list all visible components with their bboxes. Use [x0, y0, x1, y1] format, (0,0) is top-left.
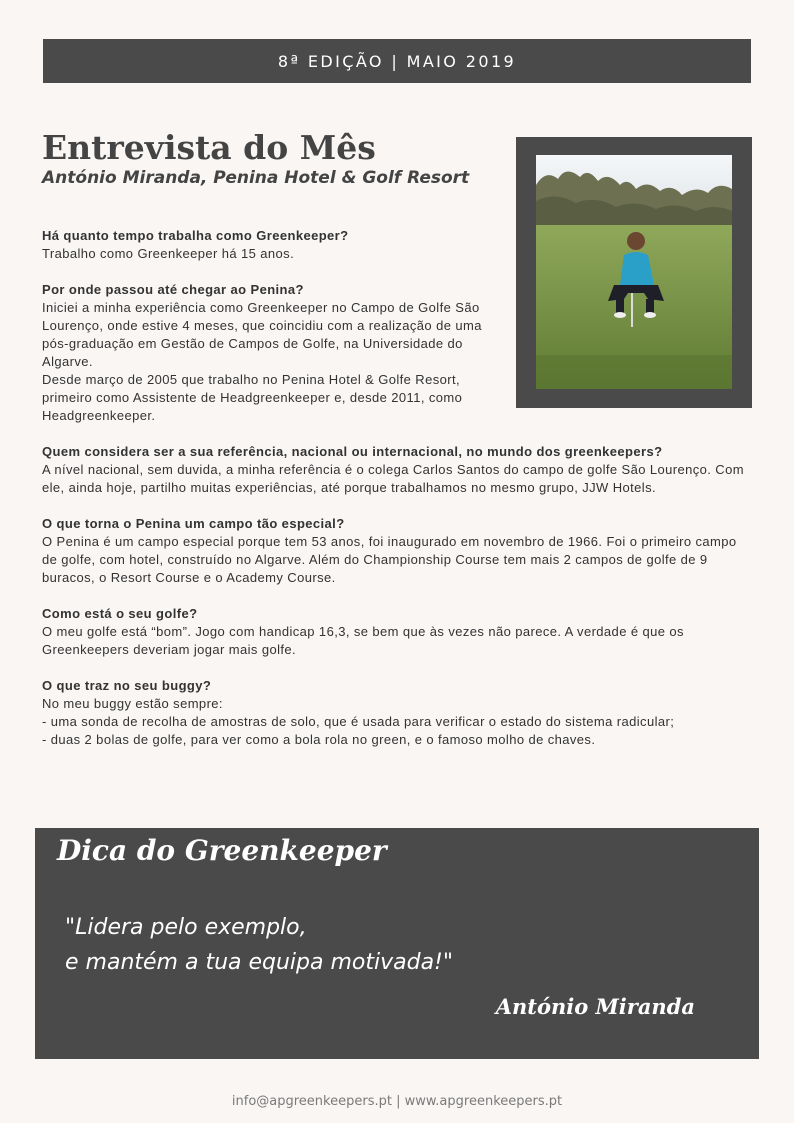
interview-title: Entrevista do Mês	[42, 128, 376, 167]
question: Há quanto tempo trabalha como Greenkeeper?	[42, 228, 349, 243]
answer: - uma sonda de recolha de amostras de solo, que é usada para verificar o estado do sistema radicular;	[42, 714, 675, 729]
answer: O Penina é um campo especial porque tem 53 anos, foi inaugurado em novembro de 1966. Foi o primeiro campo de golfe, com hotel, construído no Algarve. Além do Championship Course tem mais 2 campos de golfe de 9 buracos, o Resort Course e o Academy Course.	[42, 534, 737, 585]
tip-quote-line: e mantém a tua equipa motivada!"	[65, 950, 453, 975]
answer: Desde março de 2005 que trabalho no Penina Hotel & Golfe Resort, primeiro como Assistente de Headgreenkeeper e, desde 2011, como Headgreenkeeper.	[42, 372, 463, 423]
answer: - duas 2 bolas de golfe, para ver como a bola rola no green, e o famoso molho de chaves.	[42, 732, 596, 747]
interview-subtitle: António Miranda, Penina Hotel & Golf Resort	[42, 168, 470, 188]
answer: Trabalho como Greenkeeper há 15 anos.	[42, 246, 295, 261]
question: Por onde passou até chegar ao Penina?	[42, 282, 304, 297]
answer: O meu golfe está “bom”. Jogo com handicap 16,3, se bem que às vezes não parece. A verdade é que os Greenkeepers deveriam jogar mais golfe.	[42, 624, 684, 657]
tip-author: António Miranda	[495, 994, 695, 1019]
tip-quote-line: "Lidera pelo exemplo,	[65, 915, 307, 940]
qa-block	[42, 227, 500, 263]
qa-block	[42, 515, 754, 587]
answer: Iniciei a minha experiência como Greenkeeper no Campo de Golfe São Lourenço, onde estive 4 meses, que coincidiu com a realização de uma pós-graduação em Gestão de Campos de Golfe, na Universidade do Algarve.	[42, 300, 482, 369]
footer-contact: info@apgreenkeepers.pt | www.apgreenkeepers.pt	[231, 1094, 563, 1109]
interview-body	[42, 227, 754, 767]
answer: A nível nacional, sem duvida, a minha referência é o colega Carlos Santos do campo de golfe São Lourenço. Com ele, ainda hoje, partilho muitas experiências, até porque trabalhamos no mesmo grupo, JJW Hotels.	[42, 462, 744, 495]
question: Como está o seu golfe?	[42, 606, 198, 621]
question: O que torna o Penina um campo tão especial?	[42, 516, 345, 531]
edition-banner	[43, 39, 751, 83]
edition-label: 8ª EDIÇÃO | MAIO 2019	[277, 51, 517, 71]
tip-quote	[65, 910, 725, 980]
qa-block	[42, 281, 500, 425]
question: Quem considera ser a sua referência, nacional ou internacional, no mundo dos greenkeepers?	[42, 444, 663, 459]
tip-title: Dica do Greenkeeper	[57, 834, 387, 867]
greenkeeper-tip-box	[35, 828, 759, 1059]
question: O que traz no seu buggy?	[42, 678, 212, 693]
answer: No meu buggy estão sempre:	[42, 696, 223, 711]
qa-block	[42, 605, 754, 659]
qa-block	[42, 677, 754, 749]
qa-block	[42, 443, 754, 497]
